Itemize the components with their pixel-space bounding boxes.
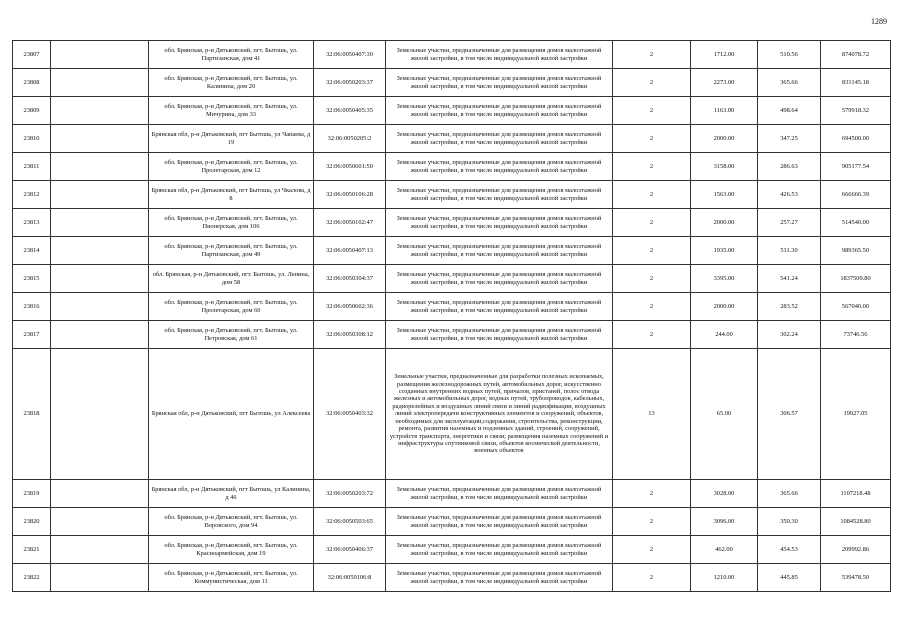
specific-value-cell: 426.53 — [758, 181, 821, 209]
blank-cell — [51, 536, 149, 564]
blank-cell — [51, 97, 149, 125]
land-use-cell: Земельные участки, предназначенные для разработки полезных ископаемых, размещения железнодорожных путей, автомобильных дорог, искусственно созданных внутренних водных путей, причалов, пристаней, полос отвода железных и автомобильных дорог, водных путей, трубопроводов, кабельных, радиорелейных и воздушных линий связи и линий радиофикации, воздушных линий электропередачи конструктивных элементов и сооружений, объектов, необходимых для эксплуатации,содержания, строительства, реконструкции, ремонта, развития наземных и подземных зданий, строений, сооружений, устройств транспорта, энергетики и связи; размещения наземных сооружений и инфраструктуры спутниковой связи, объектов космической деятельности, военных объектов — [386, 349, 613, 480]
cadastral-value-cell: 694500.00 — [821, 125, 891, 153]
cadastral-value-cell: 1107218.48 — [821, 480, 891, 508]
cadastral-number-cell: 32:06:0050407:30 — [314, 41, 386, 69]
address-cell: обл. Брянская, р-н Дятьковский, пгт. Бытошь, ул. Воровского, дом 94 — [149, 508, 314, 536]
specific-value-cell: 286.63 — [758, 153, 821, 181]
specific-value-cell: 350.30 — [758, 508, 821, 536]
parcel-number-cell: 23807 — [13, 41, 51, 69]
area-cell: 1210.00 — [691, 564, 758, 592]
specific-value-cell: 454.53 — [758, 536, 821, 564]
area-cell: 2000.00 — [691, 293, 758, 321]
land-use-cell: Земельные участки, предназначенные для размещения домов малоэтажной жилой застройки, в том числе индивидуальной жилой застройки — [386, 181, 613, 209]
parcel-number-cell: 23820 — [13, 508, 51, 536]
parcel-number-cell: 23813 — [13, 209, 51, 237]
area-cell: 1712.00 — [691, 41, 758, 69]
cadastral-number-cell: 32:06:0050106:8 — [314, 564, 386, 592]
land-use-cell: Земельные участки, предназначенные для размещения домов малоэтажной жилой застройки, в том числе индивидуальной жилой застройки — [386, 480, 613, 508]
land-use-cell: Земельные участки, предназначенные для размещения домов малоэтажной жилой застройки, в том числе индивидуальной жилой застройки — [386, 153, 613, 181]
table-row — [13, 69, 891, 97]
land-use-cell: Земельные участки, предназначенные для размещения домов малоэтажной жилой застройки, в том числе индивидуальной жилой застройки — [386, 321, 613, 349]
table-row — [13, 181, 891, 209]
address-cell: Брянская обл, р-н Дятьковский, пгт Бытошь, ул Алексеева — [149, 349, 314, 480]
cadastral-value-cell: 666666.39 — [821, 181, 891, 209]
cadastral-number-cell: 32:06:0050205:2 — [314, 125, 386, 153]
cadastral-value-cell: 905177.54 — [821, 153, 891, 181]
use-code-cell: 2 — [613, 508, 691, 536]
area-cell: 2000.00 — [691, 209, 758, 237]
use-code-cell: 13 — [613, 349, 691, 480]
table-row — [13, 293, 891, 321]
cadastral-value-cell: 1837509.80 — [821, 265, 891, 293]
cadastral-number-cell: 32:06:0050503:65 — [314, 508, 386, 536]
table-row — [13, 564, 891, 592]
use-code-cell: 2 — [613, 265, 691, 293]
cadastral-value-cell: 874078.72 — [821, 41, 891, 69]
area-cell: 65.00 — [691, 349, 758, 480]
area-cell: 462.00 — [691, 536, 758, 564]
use-code-cell: 2 — [613, 293, 691, 321]
land-use-cell: Земельные участки, предназначенные для размещения домов малоэтажной жилой застройки, в том числе индивидуальной жилой застройки — [386, 41, 613, 69]
table-row — [13, 41, 891, 69]
land-use-cell: Земельные участки, предназначенные для размещения домов малоэтажной жилой застройки, в том числе индивидуальной жилой застройки — [386, 564, 613, 592]
cadastral-number-cell: 32:06:0050203:37 — [314, 69, 386, 97]
cadastral-number-cell: 32:06:0050405:35 — [314, 97, 386, 125]
parcel-number-cell: 23812 — [13, 181, 51, 209]
table-row — [13, 349, 891, 480]
cadastral-number-cell: 32:06:0050406:37 — [314, 536, 386, 564]
blank-cell — [51, 125, 149, 153]
address-cell: обл. Брянская, р-н Дятьковский, пгт. Бытошь, ул. Мичурина, дом 33 — [149, 97, 314, 125]
cadastral-number-cell: 32:06:0050102:47 — [314, 209, 386, 237]
address-cell: обл. Брянская, р-н Дятьковский, пгт. Бытошь, ул. Красноармейская, дом 19 — [149, 536, 314, 564]
cadastral-value-cell: 831145.18 — [821, 69, 891, 97]
table-row — [13, 209, 891, 237]
address-cell: обл. Брянская, р-н Дятьковский, пгт. Бытошь, ул. Партизанская, дом 49 — [149, 237, 314, 265]
address-cell: обл. Брянская, р-н Дятьковский, пгт. Бытошь, ул. Партизанская, дом 41 — [149, 41, 314, 69]
specific-value-cell: 510.56 — [758, 41, 821, 69]
area-cell: 1163.00 — [691, 97, 758, 125]
parcel-number-cell: 23809 — [13, 97, 51, 125]
cadastral-value-cell: 989365.50 — [821, 237, 891, 265]
parcel-number-cell: 23818 — [13, 349, 51, 480]
cadastral-number-cell: 32:06:0050203:72 — [314, 480, 386, 508]
area-cell: 3028.00 — [691, 480, 758, 508]
specific-value-cell: 511.30 — [758, 237, 821, 265]
parcel-number-cell: 23810 — [13, 125, 51, 153]
address-cell: обл. Брянская, р-н Дятьковский, пгт. Бытошь, ул. Калинина, дом 20 — [149, 69, 314, 97]
use-code-cell: 2 — [613, 69, 691, 97]
cadastral-value-cell: 19927.05 — [821, 349, 891, 480]
blank-cell — [51, 321, 149, 349]
cadastral-number-cell: 32:06:0050407:13 — [314, 237, 386, 265]
cadastral-number-cell: 32:06:0050403:32 — [314, 349, 386, 480]
specific-value-cell: 498.64 — [758, 97, 821, 125]
land-use-cell: Земельные участки, предназначенные для размещения домов малоэтажной жилой застройки, в том числе индивидуальной жилой застройки — [386, 293, 613, 321]
land-use-cell: Земельные участки, предназначенные для размещения домов малоэтажной жилой застройки, в том числе индивидуальной жилой застройки — [386, 508, 613, 536]
area-cell: 1935.00 — [691, 237, 758, 265]
table-row — [13, 153, 891, 181]
address-cell: обл. Брянская, р-н Дятьковский, пгт. Бытошь, ул. Пролетарская, дом 12 — [149, 153, 314, 181]
parcel-number-cell: 23811 — [13, 153, 51, 181]
address-cell: обл. Брянская, р-н Дятьковский, пгт. Бытошь, ул. Пролетарская, дом 60 — [149, 293, 314, 321]
area-cell: 3158.00 — [691, 153, 758, 181]
cadastral-number-cell: 32:06:0050602:36 — [314, 293, 386, 321]
cadastral-value-cell: 579918.32 — [821, 97, 891, 125]
address-cell: Брянская обл, р-н Дятьковский, пгт Бытошь, ул Чапаева, д 19 — [149, 125, 314, 153]
parcel-number-cell: 23814 — [13, 237, 51, 265]
cadastral-value-cell: 209992.86 — [821, 536, 891, 564]
area-cell: 2000.00 — [691, 125, 758, 153]
use-code-cell: 2 — [613, 321, 691, 349]
specific-value-cell: 347.25 — [758, 125, 821, 153]
blank-cell — [51, 237, 149, 265]
address-cell: обл. Брянская, р-н Дятьковский, пгт. Бытошь, ул. Пионерская, дом 106 — [149, 209, 314, 237]
table-row — [13, 237, 891, 265]
page-number: 1289 — [871, 17, 887, 26]
use-code-cell: 2 — [613, 564, 691, 592]
specific-value-cell: 302.24 — [758, 321, 821, 349]
parcel-number-cell: 23808 — [13, 69, 51, 97]
area-cell: 3395.00 — [691, 265, 758, 293]
parcel-number-cell: 23819 — [13, 480, 51, 508]
parcel-number-cell: 23817 — [13, 321, 51, 349]
land-use-cell: Земельные участки, предназначенные для размещения домов малоэтажной жилой застройки, в том числе индивидуальной жилой застройки — [386, 69, 613, 97]
table-row — [13, 536, 891, 564]
parcel-number-cell: 23822 — [13, 564, 51, 592]
use-code-cell: 2 — [613, 41, 691, 69]
table-row — [13, 97, 891, 125]
table-body — [13, 41, 891, 592]
land-use-cell: Земельные участки, предназначенные для размещения домов малоэтажной жилой застройки, в том числе индивидуальной жилой застройки — [386, 536, 613, 564]
area-cell: 3096.00 — [691, 508, 758, 536]
blank-cell — [51, 153, 149, 181]
land-use-cell: Земельные участки, предназначенные для размещения домов малоэтажной жилой застройки, в том числе индивидуальной жилой застройки — [386, 209, 613, 237]
blank-cell — [51, 508, 149, 536]
table-row — [13, 480, 891, 508]
specific-value-cell: 257.27 — [758, 209, 821, 237]
blank-cell — [51, 69, 149, 97]
land-use-cell: Земельные участки, предназначенные для размещения домов малоэтажной жилой застройки, в том числе индивидуальной жилой застройки — [386, 125, 613, 153]
parcel-number-cell: 23815 — [13, 265, 51, 293]
cadastral-value-cell: 514540.00 — [821, 209, 891, 237]
specific-value-cell: 306.57 — [758, 349, 821, 480]
use-code-cell: 2 — [613, 181, 691, 209]
specific-value-cell: 283.52 — [758, 293, 821, 321]
blank-cell — [51, 293, 149, 321]
blank-cell — [51, 41, 149, 69]
table-row — [13, 265, 891, 293]
use-code-cell: 2 — [613, 97, 691, 125]
address-cell: обл. Брянская, р-н Дятьковский, пгт. Бытошь, ул. Коммунистическая, дом 11 — [149, 564, 314, 592]
use-code-cell: 2 — [613, 153, 691, 181]
table-row — [13, 508, 891, 536]
cadastral-value-cell: 1084528.80 — [821, 508, 891, 536]
specific-value-cell: 445.85 — [758, 564, 821, 592]
address-cell: обл. Брянская, р-н Дятьковский, пгт. Бытошь, ул. Петровская, дом 61 — [149, 321, 314, 349]
cadastral-value-cell: 539478.50 — [821, 564, 891, 592]
cadastral-value-cell: 73746.56 — [821, 321, 891, 349]
use-code-cell: 2 — [613, 125, 691, 153]
blank-cell — [51, 265, 149, 293]
area-cell: 244.00 — [691, 321, 758, 349]
land-use-cell: Земельные участки, предназначенные для размещения домов малоэтажной жилой застройки, в том числе индивидуальной жилой застройки — [386, 97, 613, 125]
blank-cell — [51, 181, 149, 209]
specific-value-cell: 541.24 — [758, 265, 821, 293]
area-cell: 2273.00 — [691, 69, 758, 97]
blank-cell — [51, 349, 149, 480]
land-use-cell: Земельные участки, предназначенные для размещения домов малоэтажной жилой застройки, в том числе индивидуальной жилой застройки — [386, 237, 613, 265]
parcel-number-cell: 23821 — [13, 536, 51, 564]
land-registry-table — [12, 40, 891, 592]
use-code-cell: 2 — [613, 237, 691, 265]
parcel-number-cell: 23816 — [13, 293, 51, 321]
land-use-cell: Земельные участки, предназначенные для размещения домов малоэтажной жилой застройки, в том числе индивидуальной жилой застройки — [386, 265, 613, 293]
specific-value-cell: 365.66 — [758, 69, 821, 97]
blank-cell — [51, 209, 149, 237]
use-code-cell: 2 — [613, 480, 691, 508]
address-cell: Брянская обл, р-н Дятьковский, пгт Бытошь, ул Чкалова, д 8 — [149, 181, 314, 209]
specific-value-cell: 365.66 — [758, 480, 821, 508]
cadastral-number-cell: 32:06:0050106:28 — [314, 181, 386, 209]
blank-cell — [51, 564, 149, 592]
cadastral-number-cell: 32:06:0050601:50 — [314, 153, 386, 181]
address-cell: Брянская обл, р-н Дятьковский, пгт Бытошь, ул Калинина, д 46 — [149, 480, 314, 508]
blank-cell — [51, 480, 149, 508]
area-cell: 1563.00 — [691, 181, 758, 209]
cadastral-value-cell: 567040.00 — [821, 293, 891, 321]
cadastral-number-cell: 32:06:0050308:12 — [314, 321, 386, 349]
cadastral-number-cell: 32:06:0050304:37 — [314, 265, 386, 293]
table-row — [13, 321, 891, 349]
use-code-cell: 2 — [613, 209, 691, 237]
table-row — [13, 125, 891, 153]
address-cell: обл. Брянская, р-н Дятьковский, пгт. Бытошь, ул. Ленина, дом 58 — [149, 265, 314, 293]
use-code-cell: 2 — [613, 536, 691, 564]
